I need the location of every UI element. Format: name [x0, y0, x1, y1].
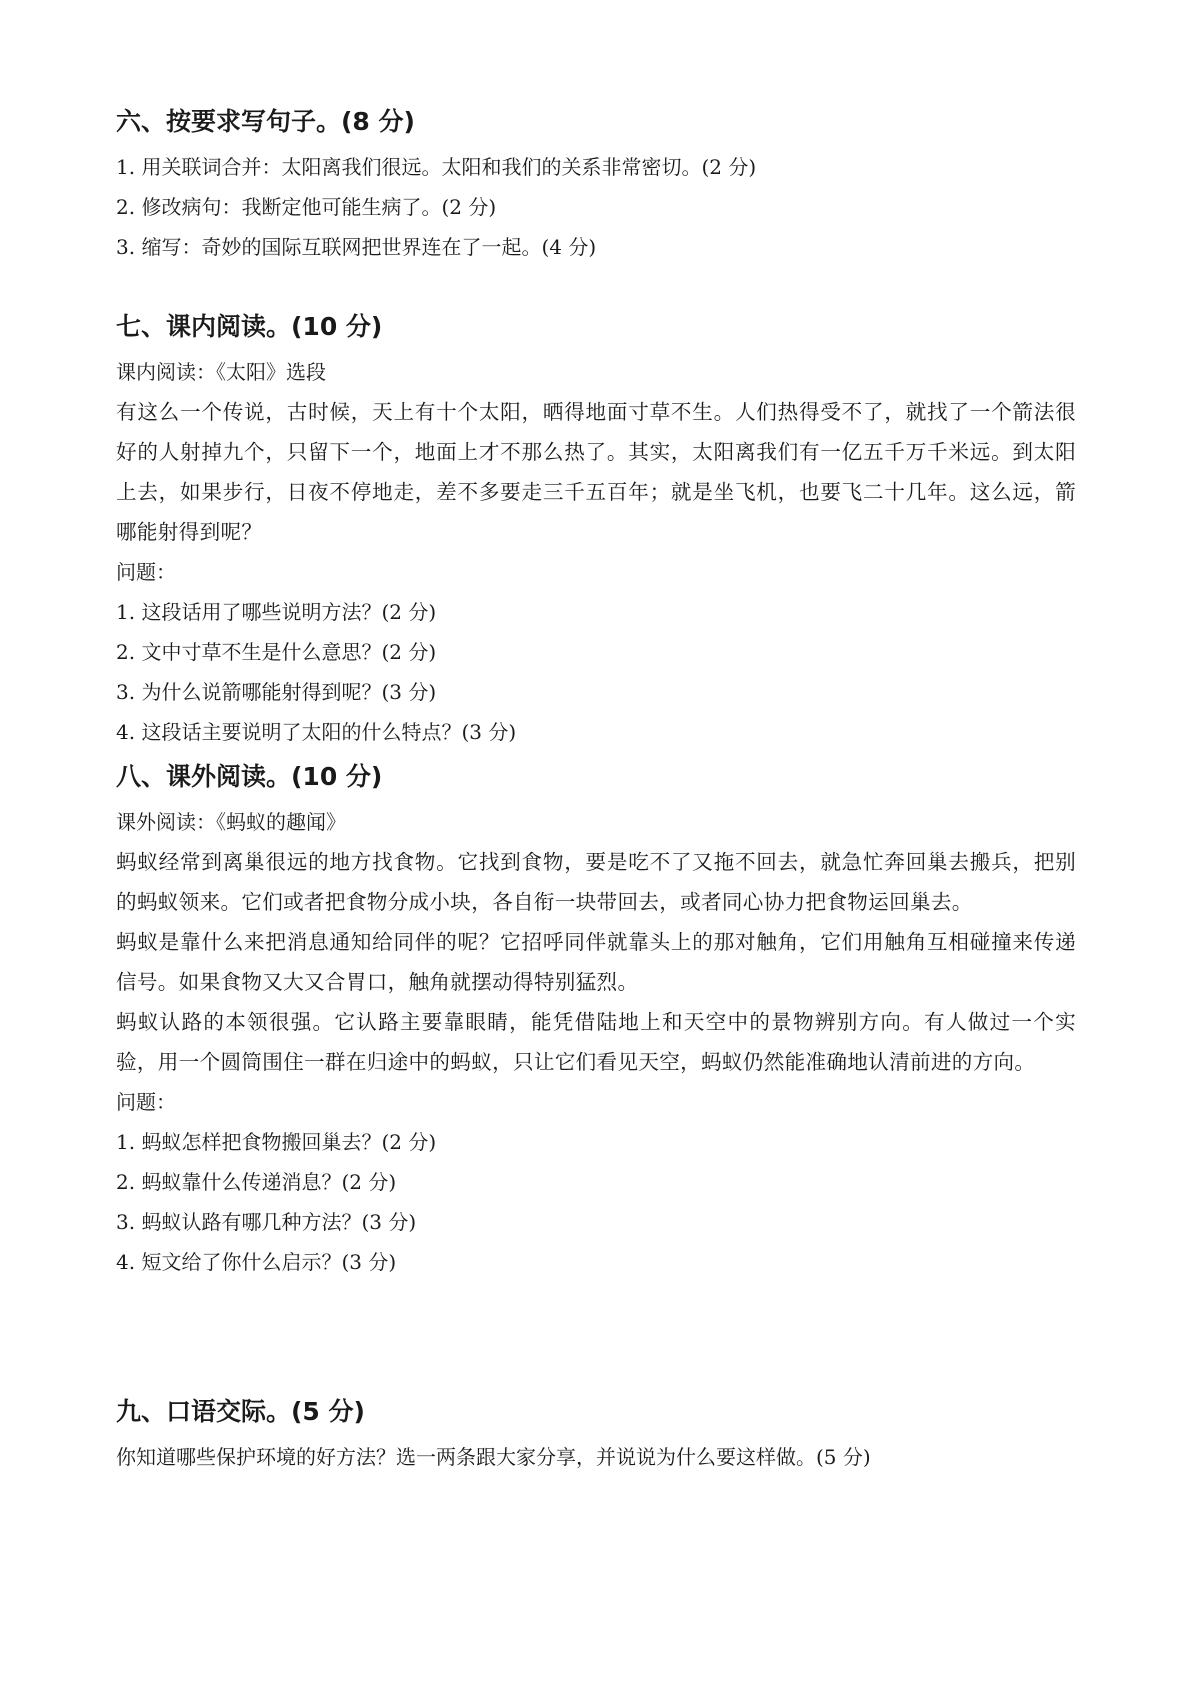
section-8-paragraph-2: 蚂蚁是靠什么来把消息通知给同伴的呢？它招呼同伴就靠头上的那对触角，它们用触角互相碰撞来传递信号。如果食物又大又合胃口，触角就摆动得特别猛烈。 [116, 930, 1076, 994]
section-8-question-1: 1. 蚂蚁怎样把食物搬回巢去？(2 分) [116, 1130, 437, 1154]
section-7-question-2: 2. 文中寸草不生是什么意思？(2 分) [116, 640, 437, 664]
section-7-question-1: 1. 这段话用了哪些说明方法？(2 分) [116, 600, 437, 624]
section-6 [116, 105, 1076, 267]
section-8-paragraph-1: 蚂蚁经常到离巢很远的地方找食物。它找到食物，要是吃不了又拖不回去，就急忙奔回巢去搬兵，把别的蚂蚁领来。它们或者把食物分成小块，各自衔一块带回去，或者同心协力把食物运回巢去。 [116, 850, 1076, 914]
section-7 [116, 310, 1076, 752]
section-7-questions-label: 问题： [116, 560, 176, 584]
section-6-item-3: 3. 缩写：奇妙的国际互联网把世界连在了一起。(4 分) [116, 235, 597, 259]
section-7-question-4: 4. 这段话主要说明了太阳的什么特点？(3 分) [116, 720, 517, 744]
section-7-question-3: 3. 为什么说箭哪能射得到呢？(3 分) [116, 680, 437, 704]
section-9 [116, 1395, 1076, 1477]
section-7-title: 七、课内阅读。(10 分) [116, 312, 383, 341]
section-8-paragraph-3: 蚂蚁认路的本领很强。它认路主要靠眼睛，能凭借陆地上和天空中的景物辨别方向。有人做过一个实验，用一个圆筒围住一群在归途中的蚂蚁，只让它们看见天空，蚂蚁仍然能准确地认清前进的方向。 [116, 1010, 1076, 1074]
section-7-source: 课内阅读：《太阳》选段 [116, 360, 326, 384]
section-8-questions-label: 问题： [116, 1090, 176, 1114]
section-8-title: 八、课外阅读。(10 分) [116, 762, 383, 791]
section-7-passage: 有这么一个传说，古时候，天上有十个太阳，晒得地面寸草不生。人们热得受不了，就找了一个箭法很好的人射掉九个，只留下一个，地面上才不那么热了。其实，太阳离我们有一亿五千万千米远。到太阳上去，如果步行，日夜不停地走，差不多要走三千五百年；就是坐飞机，也要飞二十几年。这么远，箭哪能射得到呢？ [116, 400, 1076, 544]
section-8-source: 课外阅读：《蚂蚁的趣闻》 [116, 810, 346, 834]
section-9-prompt: 你知道哪些保护环境的好方法？选一两条跟大家分享，并说说为什么要这样做。(5 分) [116, 1445, 871, 1469]
section-6-title: 六、按要求写句子。(8 分) [116, 107, 415, 136]
section-8-question-2: 2. 蚂蚁靠什么传递消息？(2 分) [116, 1170, 397, 1194]
section-6-item-1: 1. 用关联词合并：太阳离我们很远。太阳和我们的关系非常密切。(2 分) [116, 155, 757, 179]
section-9-title: 九、口语交际。(5 分) [116, 1397, 365, 1426]
section-8 [116, 760, 1076, 1282]
section-6-item-2: 2. 修改病句：我断定他可能生病了。(2 分) [116, 195, 497, 219]
section-8-question-3: 3. 蚂蚁认路有哪几种方法？(3 分) [116, 1210, 417, 1234]
section-8-question-4: 4. 短文给了你什么启示？(3 分) [116, 1250, 397, 1274]
